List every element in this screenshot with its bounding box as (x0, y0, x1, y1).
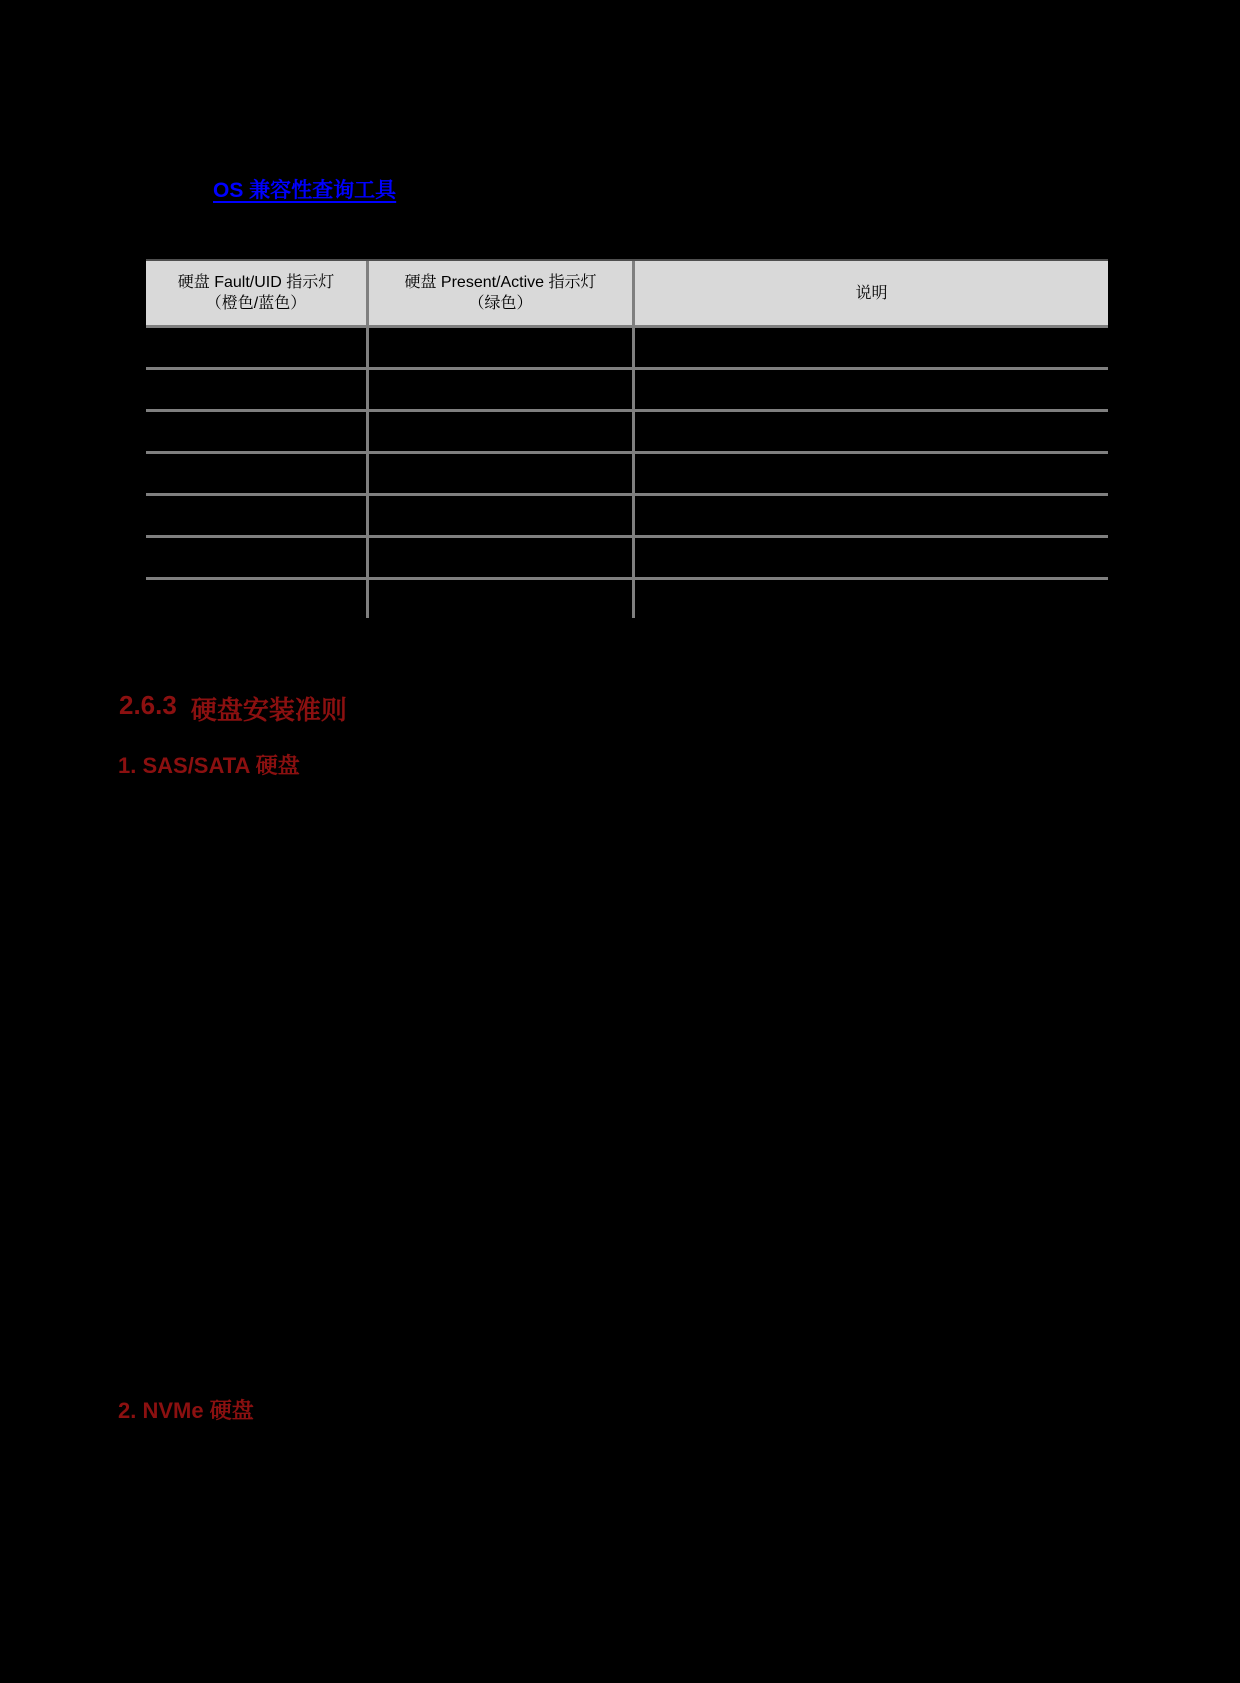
table-cell (369, 538, 635, 577)
table-cell (369, 496, 635, 535)
table-cell (635, 496, 1108, 535)
table-row (146, 577, 1108, 618)
table-row (146, 493, 1108, 535)
subsection-heading-sas-sata: 1. SAS/SATA 硬盘 (118, 753, 300, 778)
table-cell (369, 370, 635, 409)
header-cell-fault-uid-led (146, 261, 369, 325)
table-cell (146, 496, 369, 535)
header-cell-line: （橙色/蓝色） (205, 295, 307, 312)
table-cell (369, 412, 635, 451)
table-row (146, 409, 1108, 451)
table-cell (635, 538, 1108, 577)
subsection-heading-nvme: 2. NVMe 硬盘 (118, 1398, 254, 1423)
table-row (146, 451, 1108, 493)
table-cell (146, 580, 369, 618)
header-cell-line: （绿色） (468, 295, 533, 312)
table-cell (635, 454, 1108, 493)
section-number: 2.6.3 (119, 690, 177, 720)
disk-led-table (146, 259, 1108, 618)
table-cell (146, 328, 369, 367)
section-heading-2-6-3 (119, 690, 347, 727)
header-cell-line: 说明 (855, 284, 888, 302)
table-cell (369, 454, 635, 493)
os-compatibility-tool-link[interactable]: OS 兼容性查询工具 (213, 179, 397, 202)
table-cell (635, 580, 1108, 618)
table-cell (635, 328, 1108, 367)
disk-led-table-header (146, 259, 1108, 325)
table-cell (635, 370, 1108, 409)
table-row (146, 535, 1108, 577)
table-cell (146, 538, 369, 577)
table-cell (146, 370, 369, 409)
header-cell-line: 硬盘 Fault/UID 指示灯 (177, 274, 335, 291)
table-cell (369, 328, 635, 367)
table-cell (146, 454, 369, 493)
header-cell-line: 硬盘 Present/Active 指示灯 (404, 274, 597, 291)
table-cell (369, 580, 635, 618)
table-row (146, 367, 1108, 409)
table-cell (635, 412, 1108, 451)
header-cell-description (635, 261, 1108, 325)
header-cell-present-active-led (369, 261, 635, 325)
table-row (146, 325, 1108, 367)
section-title: 硬盘安装准则 (190, 695, 347, 725)
table-cell (146, 412, 369, 451)
